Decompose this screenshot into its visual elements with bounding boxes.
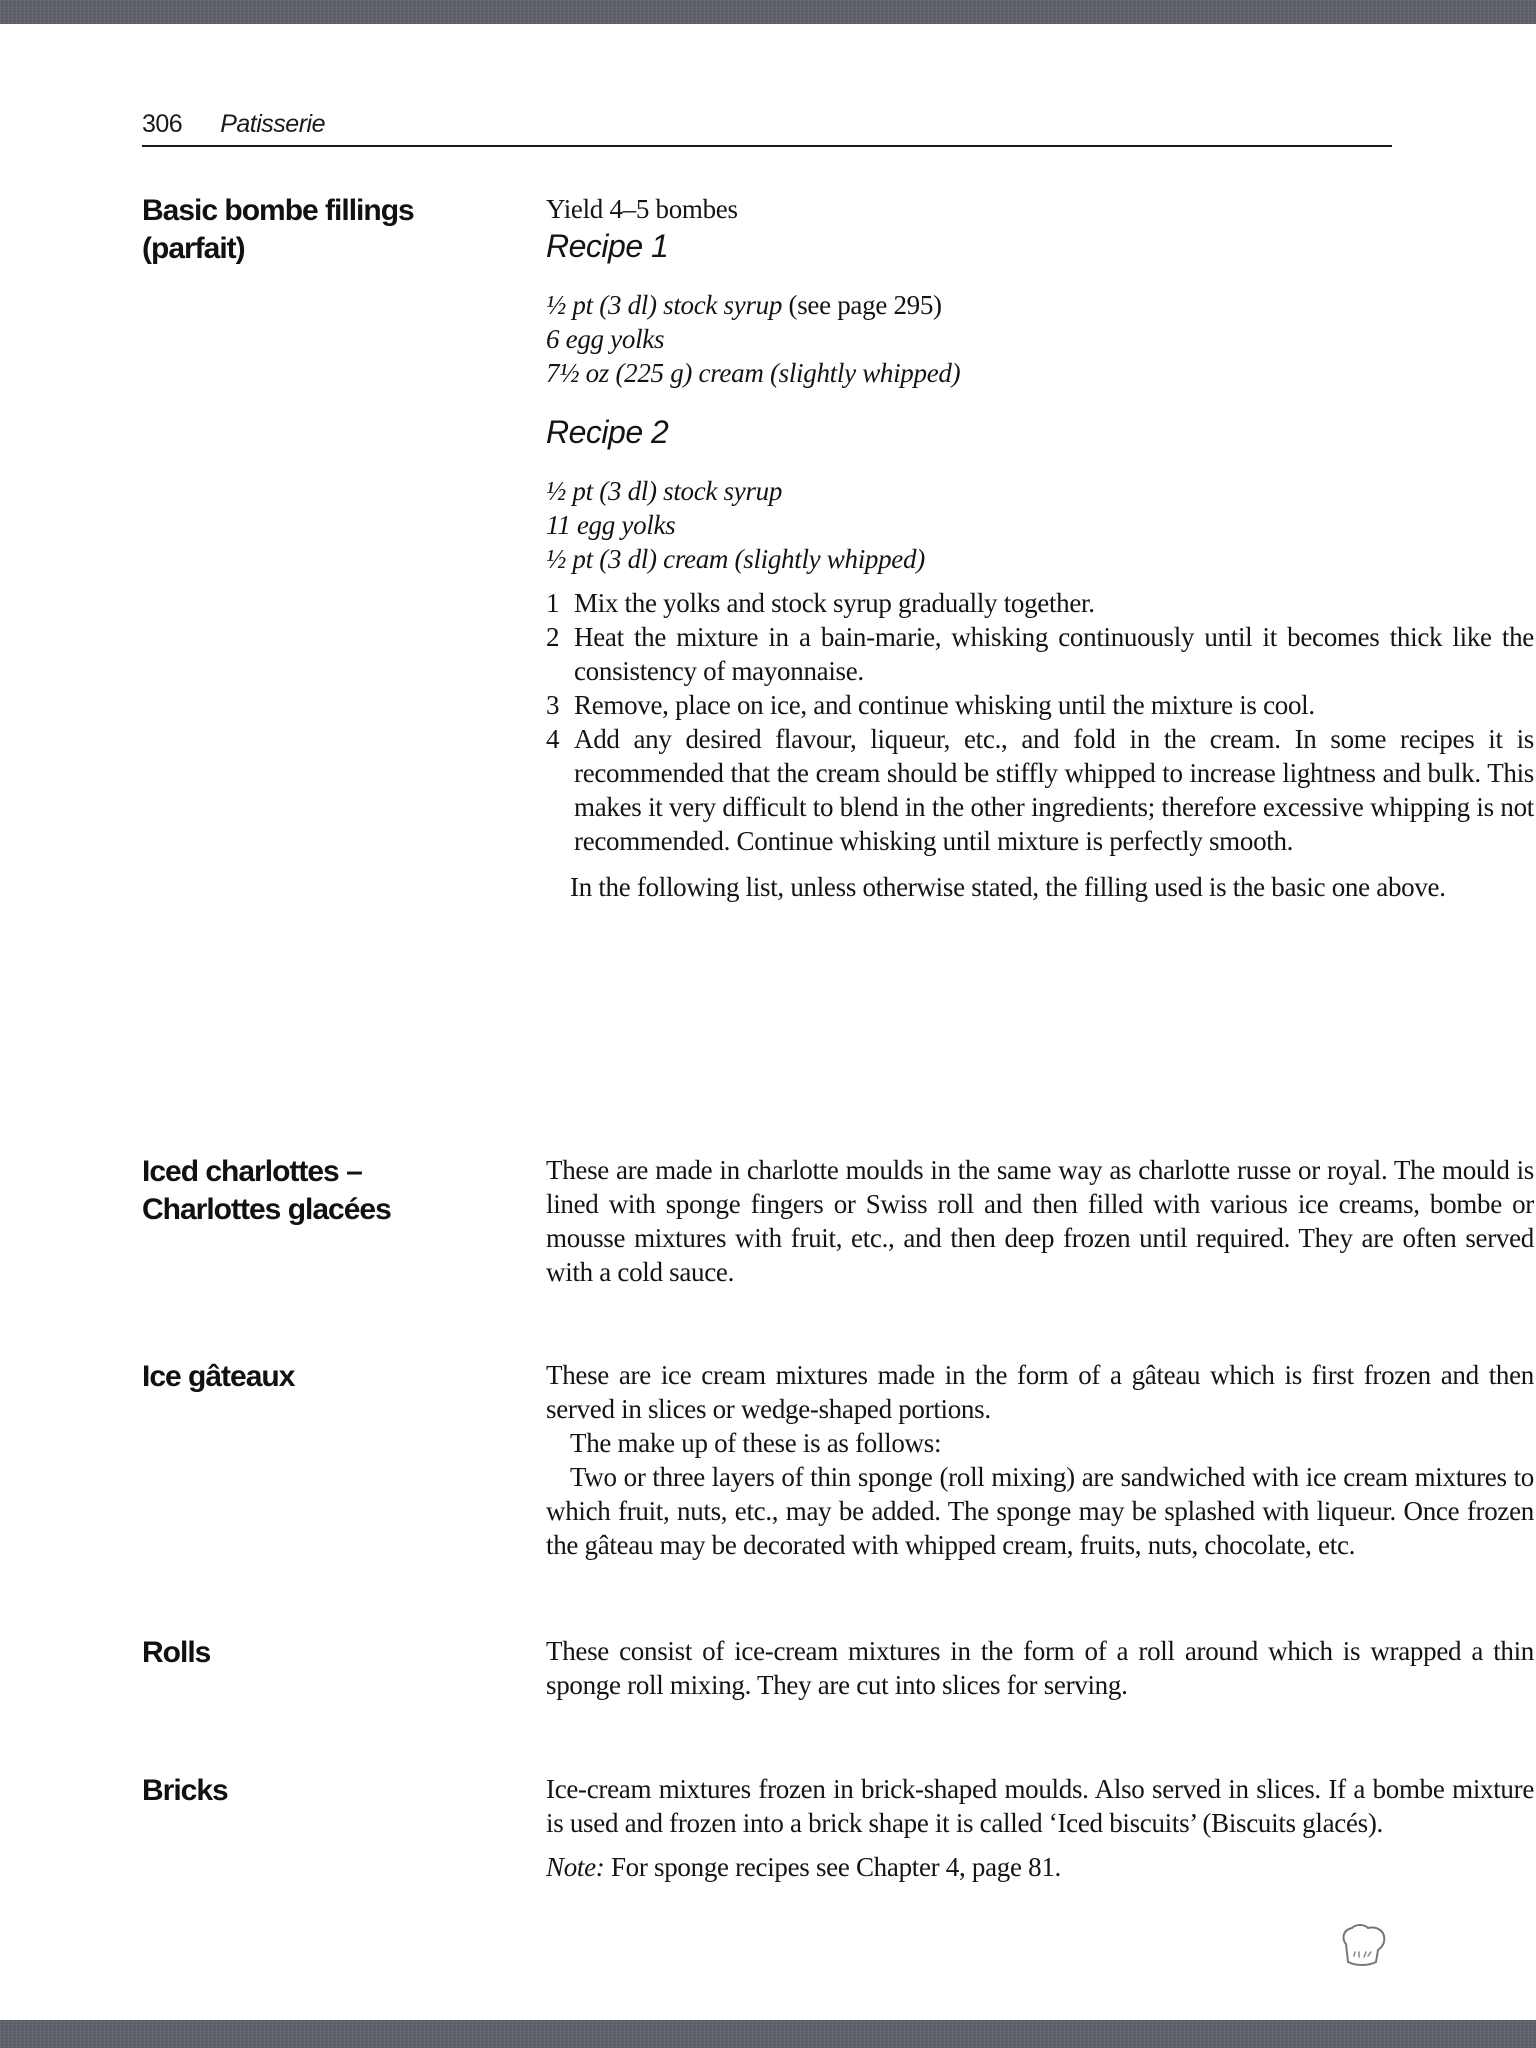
body-paragraph: These are made in charlotte moulds in the same way as charlotte russe or royal. The mould is lined with sponge fingers or Swiss roll and then filled with various ice creams, bombe or mousse mixtures with fruit, etc., and then deep frozen until required. They are often served with a cold sauce. [546, 1155, 1534, 1287]
ingredient: ½ pt (3 dl) stock syrup (see page 295) [546, 290, 942, 320]
top-frame-bar [0, 0, 1536, 24]
section-body [546, 1153, 1534, 1289]
chapter-title: Patisserie [220, 110, 325, 138]
recipe-1-ingredients [546, 288, 1534, 390]
method-step: 2 Heat the mixture in a bain-marie, whisking continuously until it becomes thick like the consistency of mayonnaise. [546, 622, 1534, 686]
page-number: 306 [142, 110, 183, 138]
recipe-2-ingredients [546, 474, 1534, 576]
body-paragraph: These consist of ice-cream mixtures in the form of a roll around which is wrapped a thin sponge roll mixing. They are cut into slices for serving. [546, 1636, 1534, 1700]
body-paragraph: The make up of these is as follows: [570, 1428, 942, 1458]
ingredient: ½ pt (3 dl) cream (slightly whipped) [546, 544, 925, 574]
section-title: Rolls [142, 1636, 211, 1669]
ingredient: ½ pt (3 dl) stock syrup [546, 476, 783, 506]
method-step: 1 Mix the yolks and stock syrup gradually together. [546, 588, 1095, 618]
recipe-1-heading: Recipe 1 [546, 228, 669, 264]
bottom-frame-bar [0, 2020, 1536, 2048]
section-title: Ice gâteaux [142, 1360, 295, 1393]
body-paragraph: Ice-cream mixtures frozen in brick-shaped moulds. Also served in slices. If a bombe mixture is used and frozen into a brick shape it is called ‘Iced biscuits’ (Biscuits glacés). [546, 1774, 1534, 1838]
method-step: 3 Remove, place on ice, and continue whisking until the mixture is cool. [546, 690, 1315, 720]
section-title: Bricks [142, 1774, 228, 1807]
recipe-2-heading: Recipe 2 [546, 414, 669, 450]
note-label: Note: [546, 1852, 605, 1882]
note-paragraph [546, 1850, 1534, 1884]
note-text: For sponge recipes see Chapter 4, page 81. [604, 1852, 1061, 1882]
body-paragraph: Two or three layers of thin sponge (roll mixing) are sandwiched with ice cream mixtures to which fruit, nuts, etc., may be added. The sponge may be splashed with liqueur. Once frozen the gâteau may be decorated with whipped cream, fruits, nuts, chocolate, etc. [546, 1462, 1534, 1560]
section-body [546, 192, 1534, 904]
ingredient: 11 egg yolks [546, 510, 676, 540]
method-step: 4 Add any desired flavour, liqueur, etc., and fold in the cream. In some recipes it is recommended that the cream should be stiffly whipped to increase lightness and bulk. This makes it very difficult to blend in the other ingredients; therefore excessive whipping is not recommended. Continue whisking until mixture is perfectly smooth. [546, 724, 1534, 856]
ingredient: 6 egg yolks [546, 324, 665, 354]
section-title: Iced charlottes – Charlottes glacées [142, 1155, 391, 1226]
yield-text: Yield 4–5 bombes [546, 194, 738, 224]
chef-hat-icon[interactable] [1340, 1922, 1390, 1972]
running-head [142, 110, 325, 139]
section-title: Basic bombe fillings (parfait) [142, 194, 414, 265]
ingredient: 7½ oz (225 g) cream (slightly whipped) [546, 358, 961, 388]
closing-paragraph: In the following list, unless otherwise stated, the filling used is the basic one above. [570, 872, 1446, 902]
header-rule [142, 145, 1392, 147]
section-body [546, 1634, 1534, 1702]
body-paragraph: These are ice cream mixtures made in the form of a gâteau which is first frozen and then served in slices or wedge-shaped portions. [546, 1360, 1534, 1424]
method-steps [546, 586, 1534, 858]
section-body [546, 1358, 1534, 1562]
section-body [546, 1772, 1534, 1884]
page-reference: (see page 295) [782, 290, 942, 320]
